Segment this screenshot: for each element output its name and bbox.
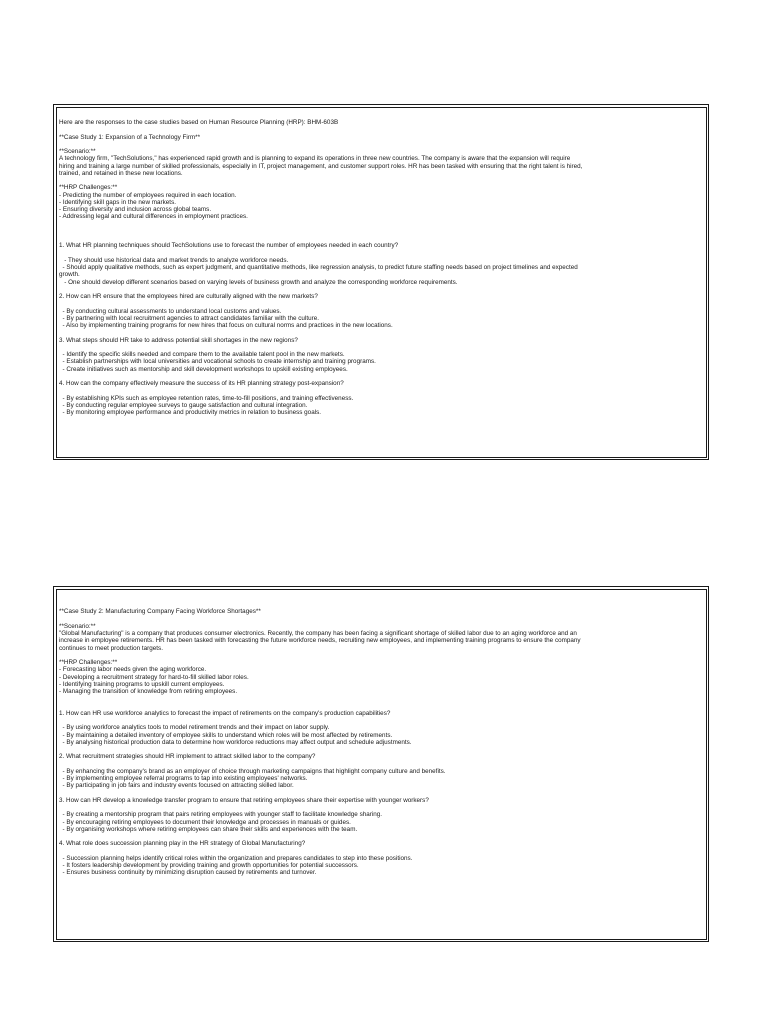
document-page-2 — [53, 586, 709, 942]
challenges-label: **HRP Challenges:** — [59, 184, 118, 192]
answer-line: - One should develop different scenarios based on varying levels of business growth and analyze the corresponding workforce requirements. — [59, 278, 458, 286]
answer-line: - By enhancing the company's brand as an employer of choice through marketing campaigns that highlight company culture and benefits. — [59, 767, 446, 775]
answer-line: - By conducting cultural assessments to understand local customs and values. — [59, 307, 282, 315]
answer-line: growth. — [59, 271, 80, 279]
question-4: 4. What role does succession planning play in the HR strategy of Global Manufacturing? — [59, 840, 306, 848]
question-2: 2. How can HR ensure that the employees hired are culturally aligned with the new markets? — [59, 293, 318, 300]
challenge-item: - Forecasting labor needs given the aging workforce. — [59, 666, 207, 674]
answer-line: - Identify the specific skills needed and compare them to the available talent pool in the new markets. — [59, 351, 345, 358]
answer-line: - It fosters leadership development by providing training and growth opportunities for potential successors. — [59, 862, 359, 869]
answer-line: - By maintaining a detailed inventory of employee skills to understand which roles will be most affected by retirements. — [59, 731, 393, 739]
challenge-item: - Identifying training programs to upskill current employees. — [59, 680, 225, 688]
challenge-item: - Ensuring diversity and inclusion across global teams. — [59, 206, 212, 213]
question-3: 3. What steps should HR take to address potential skill shortages in the new regions? — [59, 336, 298, 344]
challenge-item: - Predicting the number of employees required in each location. — [59, 191, 237, 199]
scenario-line: increase in employee retirements. HR has been tasked with forecasting the future workforce needs, recruiting new employees, and implementing training programs to ensure the company — [59, 637, 581, 645]
answer-line: - Ensures business continuity by minimizing disruption caused by retirements and turnover. — [59, 869, 317, 877]
scenario-line: "Global Manufacturing" is a company that produces consumer electronics. Recently, the company has been facing a significant shortage of skilled labor due to an aging workforce and an — [59, 630, 577, 637]
answer-line: - By encouraging retiring employees to document their knowledge and processes in manuals or guides. — [59, 818, 351, 826]
question-2: 2. What recruitment strategies should HR implement to attract skilled labor to the company? — [59, 753, 316, 761]
answer-line: - Should apply qualitative methods, such as expert judgment, and quantitative methods, like regression analysis, to predict future staffing needs based on project timelines and expected — [59, 264, 578, 271]
challenge-item: - Developing a recruitment strategy for hard-to-fill skilled labor roles. — [59, 673, 249, 681]
answer-line: - Create initiatives such as mentorship and skill development workshops to upskill existing employees. — [59, 365, 348, 373]
question-4: 4. How can the company effectively measure the success of its HR planning strategy post-expansion? — [59, 380, 344, 387]
case-study-title: **Case Study 2: Manufacturing Company Facing Workforce Shortages** — [59, 608, 261, 616]
scenario-label: **Scenario:** — [59, 622, 96, 630]
answer-line: - Succession planning helps identify critical roles within the organization and prepares candidates to step into these positions. — [59, 854, 413, 862]
answer-line: - By monitoring employee performance and productivity metrics in relation to business goals. — [59, 409, 322, 416]
answer-line: - By using workforce analytics tools to model retirement trends and their impact on labor supply. — [59, 724, 330, 732]
answer-line: - By conducting regular employee surveys to gauge satisfaction and cultural integration. — [59, 401, 308, 409]
intro-line: Here are the responses to the case studies based on Human Resource Planning (HRP): BHM-603B — [59, 119, 339, 126]
answer-line: - By implementing employee referral programs to tap into existing employees' networks. — [59, 775, 308, 782]
document-page-1 — [53, 104, 709, 460]
scenario-line: A technology firm, "TechSolutions," has experienced rapid growth and is planning to expand its operations in three new countries. The company is aware that the expansion will require — [59, 155, 571, 163]
scenario-label: **Scenario:** — [59, 148, 96, 155]
scenario-line: hiring and training a large number of skilled professionals, especially in IT, project management, and customer support roles. HR has been tasked with ensuring that the right talent is hired, — [59, 162, 583, 170]
answer-line: - By organising workshops where retiring employees can share their skills and experiences with the team. — [59, 825, 358, 833]
question-1: 1. What HR planning techniques should TechSolutions use to forecast the number of employees needed in each country? — [59, 242, 399, 250]
answer-line: - By partnering with local recruitment agencies to attract candidates familiar with the culture. — [59, 314, 319, 322]
answer-line: - By establishing KPIs such as employee retention rates, time-to-fill positions, and training effectiveness. — [59, 394, 354, 402]
answer-line: - They should use historical data and market trends to analyze workforce needs. — [59, 256, 289, 264]
question-3: 3. How can HR develop a knowledge transfer program to ensure that retiring employees share their expertise with younger workers? — [59, 796, 429, 804]
question-1: 1. How can HR use workforce analytics to forecast the impact of retirements on the company's production capabilities? — [59, 709, 391, 717]
challenge-item: - Identifying skill gaps in the new markets. — [59, 198, 176, 206]
answer-line: - Also by implementing training programs for new hires that focus on cultural norms and practices in the new locations. — [59, 322, 393, 329]
answer-line: - By participating in job fairs and industry events focused on attracting skilled labor. — [59, 782, 294, 790]
case-study-title: **Case Study 1: Expansion of a Technology Firm** — [59, 133, 201, 141]
challenges-label: **HRP Challenges:** — [59, 659, 118, 666]
challenge-item: - Addressing legal and cultural differences in employment practices. — [59, 213, 248, 221]
challenge-item: - Managing the transition of knowledge from retiring employees. — [59, 688, 238, 695]
answer-line: - By analysing historical production data to determine how workforce reductions may affect output and schedule adjustments. — [59, 738, 412, 746]
answer-line: - By creating a mentorship program that pairs retiring employees with younger staff to facilitate knowledge sharing. — [59, 811, 383, 819]
scenario-line: continues to meet production targets. — [59, 644, 163, 652]
scenario-line: trained, and retained in these new locations. — [59, 169, 183, 177]
answer-line: - Establish partnerships with local universities and vocational schools to create internship and training programs. — [59, 358, 376, 366]
